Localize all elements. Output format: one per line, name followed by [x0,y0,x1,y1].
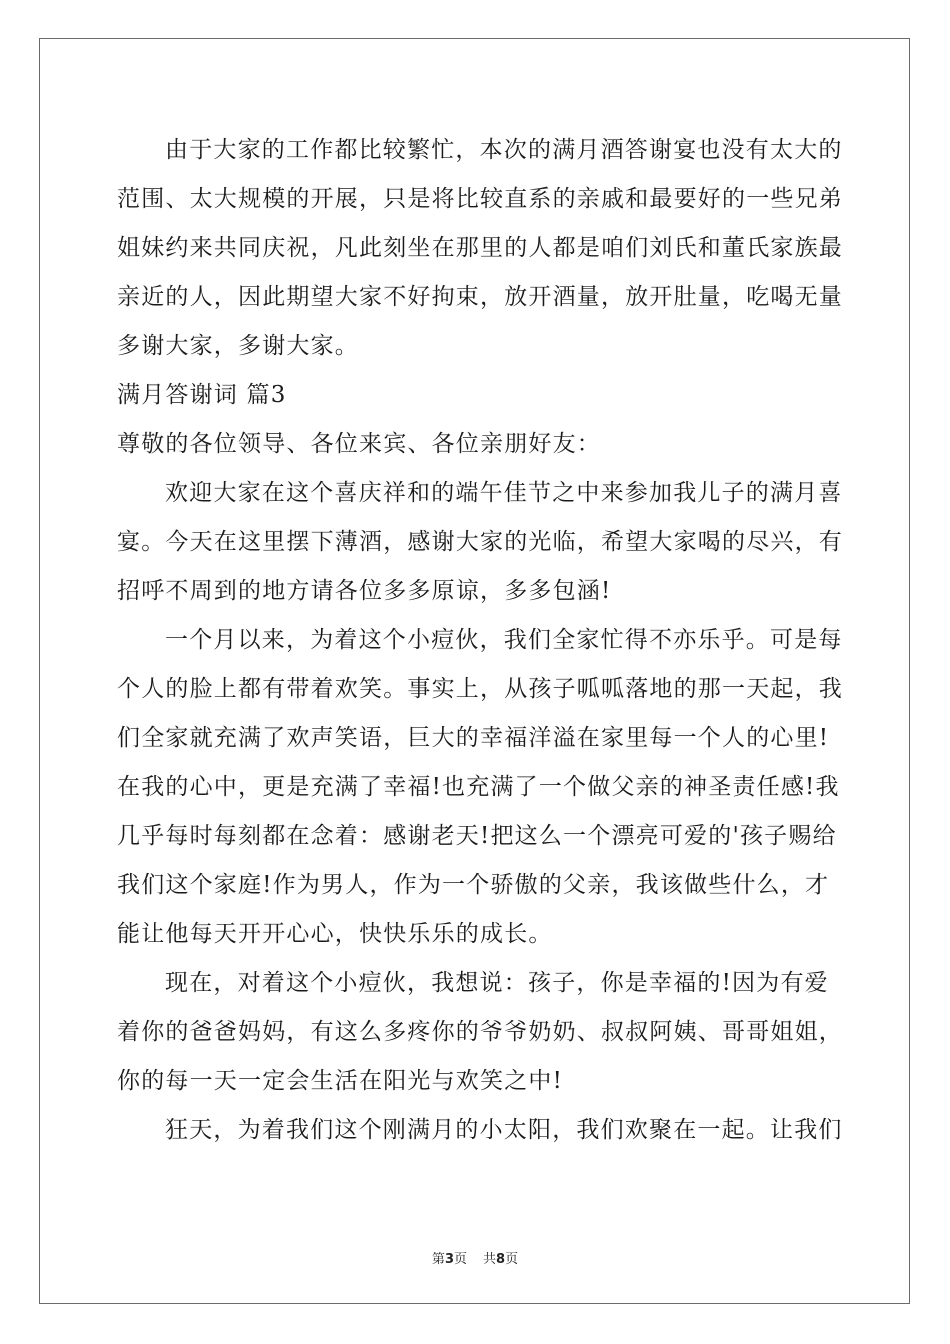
text-line: 在我的心中，更是充满了幸福!也充满了一个做父亲的神圣责任感!我 [117,774,840,800]
text-line: 满月答谢词 篇3 [117,382,287,408]
text-line: 狂天，为着我们这个刚满月的小太阳，我们欢聚在一起。让我们 [165,1117,843,1143]
text-line: 你的每一天一定会生活在阳光与欢笑之中! [117,1068,564,1094]
text-line: 招呼不周到的地方请各位多多原谅，多多包涵! [117,578,612,604]
section-heading [117,371,837,420]
total-prefix: 共 [483,1252,497,1267]
text-line: 宴。今天在这里摆下薄酒，感谢大家的光临，希望大家喝的尽兴，有 [117,529,843,555]
text-line: 欢迎大家在这个喜庆祥和的端午佳节之中来参加我儿子的满月喜 [165,480,843,506]
text-line: 尊敬的各位领导、各位来宾、各位亲朋好友： [117,431,601,457]
text-line: 我们这个家庭!作为男人，作为一个骄傲的父亲，我该做些什么，才 [117,872,830,898]
text-line: 姐妹约来共同庆祝，凡此刻坐在那里的人都是咱们刘氏和董氏家族最 [117,235,843,261]
text-line: 们全家就充满了欢声笑语，巨大的幸福洋溢在家里每一个人的心里! [117,725,830,751]
text-line: 着你的爸爸妈妈，有这么多疼你的爷爷奶奶、叔叔阿姨、哥哥姐姐， [117,1019,843,1045]
paragraph [117,469,843,616]
page-number: 3 [444,1252,454,1267]
page-prefix: 第 [431,1252,445,1267]
page-suffix: 页 [453,1252,467,1267]
text-line: 由于大家的工作都比较繁忙，本次的满月酒答谢宴也没有太大的 [165,137,843,163]
total-suffix: 页 [505,1252,519,1267]
paragraph [117,126,843,371]
text-line: 现在，对着这个小痘伙，我想说：孩子，你是幸福的!因为有爱 [165,970,829,996]
total-pages: 8 [496,1252,506,1267]
text-line: 范围、太大规模的开展，只是将比较直系的亲戚和最要好的一些兄弟 [117,186,843,212]
text-line: 多谢大家，多谢大家。 [117,333,359,359]
text-line: 能让他每天开开心心，快快乐乐的成长。 [117,921,553,947]
text-line: 几乎每时每刻都在念着：感谢老天!把这么一个漂亮可爱的'孩子赐给 [117,823,837,849]
paragraph [117,1106,843,1155]
paragraph [117,959,843,1106]
salutation [117,420,837,469]
paragraph [117,616,843,959]
text-line: 亲近的人，因此期望大家不好拘束，放开酒量，放开肚量，吃喝无量 [117,284,843,310]
document-body [117,126,843,1155]
page-footer [0,1248,950,1267]
text-line: 个人的脸上都有带着欢笑。事实上，从孩子呱呱落地的那一天起，我 [117,676,843,702]
text-line: 一个月以来，为着这个小痘伙，我们全家忙得不亦乐乎。可是每 [165,627,843,653]
